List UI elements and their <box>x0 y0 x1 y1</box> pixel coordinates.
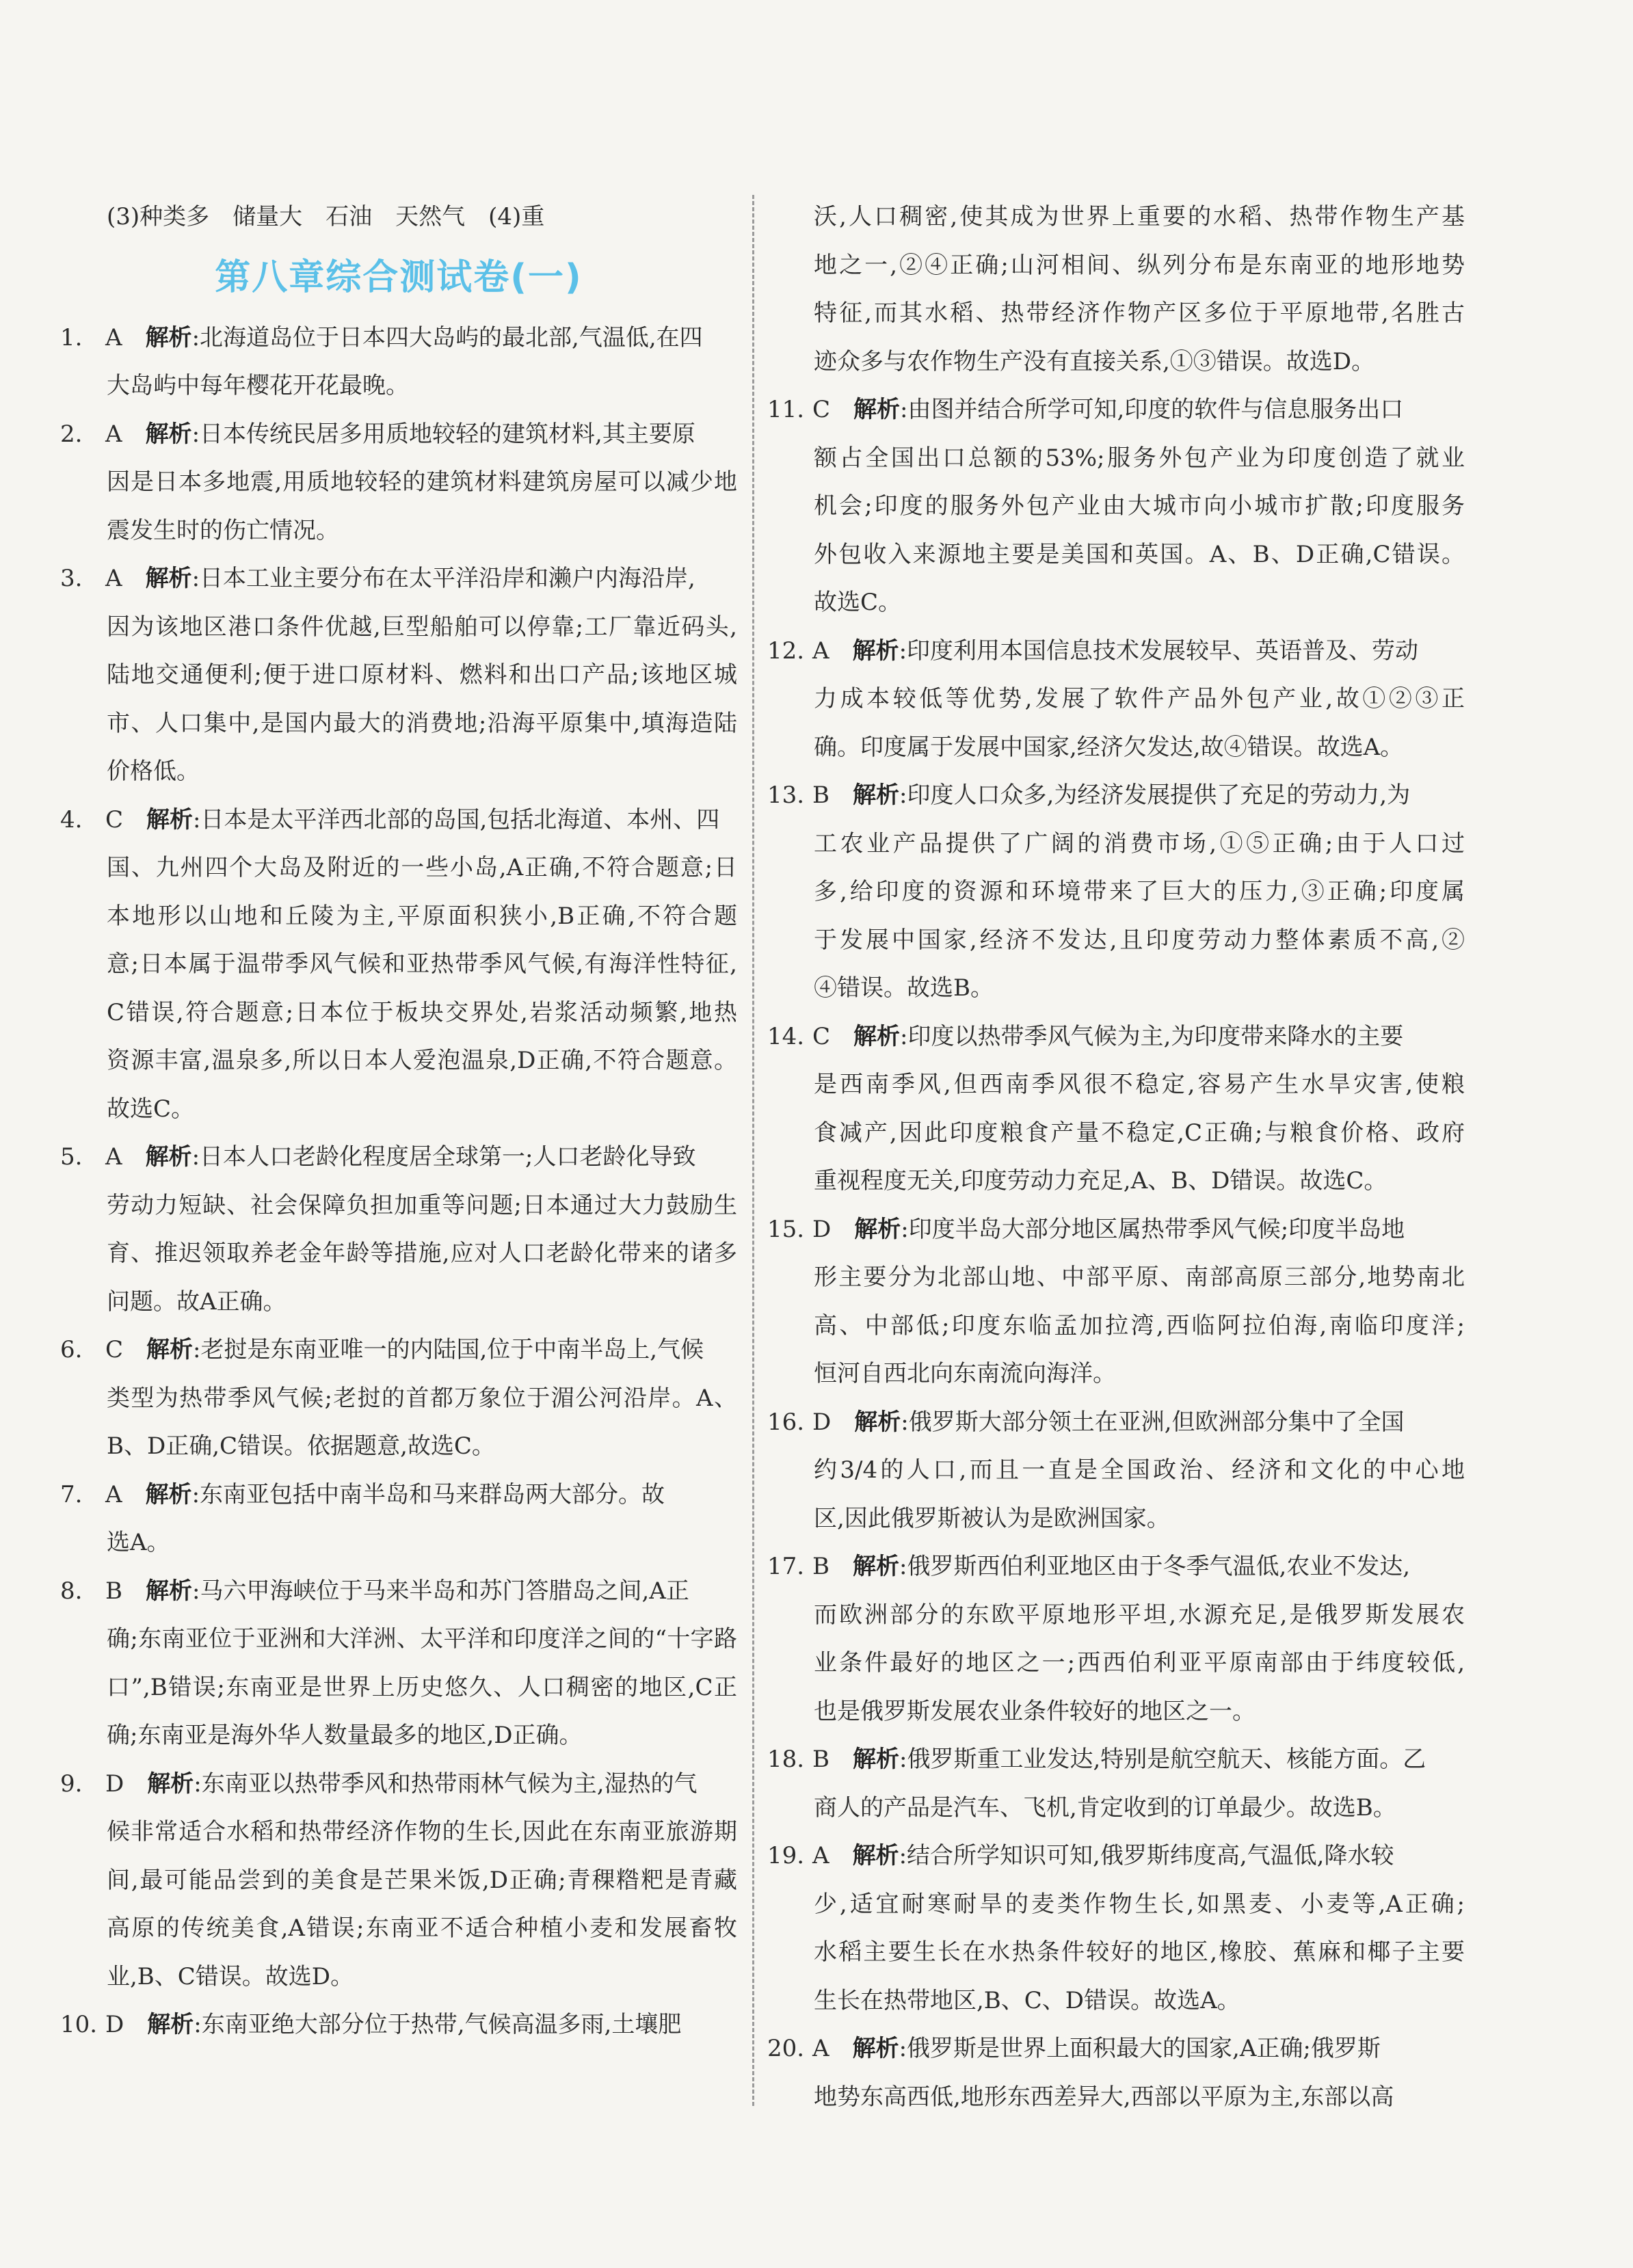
answer-choice: A <box>105 420 122 448</box>
answer-line: 故选C。 <box>107 1095 195 1123</box>
analysis-text: :马六甲海峡位于马来半岛和苏门答腊岛之间,A正 <box>192 1577 689 1605</box>
answer-line: 间,最可能品尝到的美食是芒果米饭,D正确;青稞糌粑是青藏 <box>107 1866 737 1894</box>
answer-line: 类型为热带季风气候;老挝的首都万象位于湄公河沿岸。A、 <box>107 1384 737 1412</box>
analysis-label: 解析 <box>854 1408 901 1436</box>
answer-line: 特征,而其水稻、热带经济作物产区多位于平原地带,名胜古 <box>814 299 1465 327</box>
answer-line <box>60 1760 737 1809</box>
answer-item <box>767 1398 1465 1543</box>
answer-line: 陆地交通便利;便于进口原材料、燃料和出口产品;该地区城 <box>107 661 737 689</box>
column-divider <box>752 195 754 2106</box>
answer-line: 育、推迟领取养老金年龄等措施,应对人口老龄化带来的诸多 <box>107 1240 737 1267</box>
analysis-label: 解析 <box>854 1215 901 1243</box>
answer-line: 多,给印度的资源和环境带来了巨大的压力,③正确;印度属 <box>814 878 1465 905</box>
answer-line: 问题。故A正确。 <box>107 1288 287 1316</box>
answer-line: 水稻主要生长在水热条件较好的地区,橡胶、蕉麻和椰子主要 <box>814 1938 1465 1966</box>
answer-item <box>767 771 1465 1013</box>
analysis-label: 解析 <box>147 2011 194 2038</box>
analysis-text: :俄罗斯大部分领土在亚洲,但欧洲部分集中了全国 <box>901 1408 1405 1436</box>
answer-line: 机会;印度的服务外包产业由大城市向小城市扩散;印度服务 <box>814 492 1465 520</box>
answer-line: 市、人口集中,是国内最大的消费地;沿海平原集中,填海造陆 <box>107 709 737 737</box>
analysis-label: 解析 <box>145 420 192 448</box>
answer-line <box>767 386 1465 434</box>
answer-choice: C <box>812 396 831 423</box>
question-number: 5. <box>60 1143 83 1171</box>
analysis-label: 解析 <box>145 1480 192 1508</box>
answer-line <box>767 1205 1465 1254</box>
answer-line: 口”,B错误;东南亚是世界上历史悠久、人口稠密的地区,C正 <box>107 1673 737 1701</box>
answer-choice: A <box>812 637 829 665</box>
answer-line: 因为该地区港口条件优越,巨型船舶可以停靠;工厂靠近码头, <box>107 613 737 641</box>
answer-item <box>60 314 737 410</box>
analysis-label: 解析 <box>853 1022 901 1050</box>
analysis-text: :印度以热带季风气候为主,为印度带来降水的主要 <box>900 1022 1404 1050</box>
answer-line <box>767 771 1465 820</box>
answer-item <box>60 1567 737 1760</box>
analysis-label: 解析 <box>852 2035 899 2062</box>
answer-line: 资源丰富,温泉多,所以日本人爱泡温泉,D正确,不符合题意。 <box>107 1047 737 1074</box>
answer-line: 迹众多与农作物生产没有直接关系,①③错误。故选D。 <box>814 347 1375 375</box>
chapter-title: 第八章综合测试卷(一) <box>215 256 583 298</box>
answer-line <box>60 1567 737 1616</box>
answer-line <box>767 1832 1465 1880</box>
analysis-text: :北海道岛位于日本四大岛屿的最北部,气温低,在四 <box>191 323 703 351</box>
answer-line <box>767 627 1465 676</box>
answer-choice: C <box>812 1022 831 1050</box>
answer-line: 是西南季风,但西南季风很不稳定,容易产生水旱灾害,使粮 <box>814 1071 1465 1098</box>
answer-choice: A <box>105 1480 122 1508</box>
answer-line: 工农业产品提供了广阔的消费市场,①⑤正确;由于人口过 <box>814 829 1465 857</box>
answer-line: 额占全国出口总额的53%;服务外包产业为印度创造了就业 <box>814 444 1465 472</box>
answer-line: 候非常适合水稻和热带经济作物的生长,因此在东南亚旅游期 <box>107 1818 737 1845</box>
analysis-label: 解析 <box>852 1842 899 1869</box>
answer-line: 确。印度属于发展中国家,经济欠发达,故④错误。故选A。 <box>814 733 1404 761</box>
answer-line: 确;东南亚位于亚洲和大洋洲、太平洋和印度洋之间的“十字路 <box>107 1625 737 1653</box>
answer-line: 意;日本属于温带季风气候和亚热带季风气候,有海洋性特征, <box>107 950 737 978</box>
question-number: 1. <box>60 323 83 351</box>
answer-line: 地之一,②④正确;山河相间、纵列分布是东南亚的地形地势 <box>814 251 1465 279</box>
analysis-text: :东南亚包括中南半岛和马来群岛两大部分。故 <box>191 1480 665 1508</box>
answer-line <box>767 1543 1465 1591</box>
answer-line: 震发生时的伤亡情况。 <box>107 516 339 544</box>
answer-item <box>767 1735 1465 1832</box>
answer-item <box>60 555 737 796</box>
answer-line <box>60 796 737 844</box>
analysis-text: :日本人口老龄化程度居全球第一;人口老龄化导致 <box>191 1143 696 1171</box>
analysis-text: :结合所学知识可知,俄罗斯纬度高,气温低,降水较 <box>899 1842 1394 1869</box>
analysis-text: :东南亚以热带季风和热带雨林气候为主,湿热的气 <box>194 1770 698 1798</box>
analysis-label: 解析 <box>146 1336 194 1363</box>
answer-line <box>767 1398 1465 1447</box>
answer-line: 少,适宜耐寒耐旱的麦类作物生长,如黑麦、小麦等,A正确; <box>814 1890 1465 1918</box>
answer-item <box>767 1543 1465 1735</box>
answer-item <box>767 1013 1465 1205</box>
answer-line <box>767 2025 1465 2073</box>
answer-item <box>767 386 1465 627</box>
analysis-label: 解析 <box>853 782 899 809</box>
answer-choice: C <box>105 805 124 833</box>
answer-line: 高、中部低;印度东临孟加拉湾,西临阿拉伯海,南临印度洋; <box>814 1311 1465 1339</box>
question-number: 12. <box>767 637 805 665</box>
answer-line: 形主要分为北部山地、中部平原、南部高原三部分,地势南北 <box>814 1264 1465 1291</box>
answer-line: 业,B、C错误。故选D。 <box>107 1962 354 1990</box>
answer-item <box>767 193 1465 386</box>
answer-line: 沃,人口稠密,使其成为世界上重要的水稻、热带作物生产基 <box>814 203 1465 230</box>
answer-line: 选A。 <box>107 1529 170 1556</box>
answer-line: 而欧洲部分的东欧平原地形平坦,水源充足,是俄罗斯发展农 <box>814 1601 1465 1629</box>
analysis-label: 解析 <box>146 1577 192 1605</box>
answer-choice: D <box>812 1408 832 1436</box>
analysis-label: 解析 <box>147 1770 194 1798</box>
analysis-label: 解析 <box>146 805 194 833</box>
answer-line: B、D正确,C错误。依据题意,故选C。 <box>107 1432 495 1460</box>
question-number: 8. <box>60 1577 83 1605</box>
answer-item <box>60 1760 737 2001</box>
analysis-label: 解析 <box>853 1553 899 1580</box>
answer-choice: B <box>105 1577 122 1605</box>
answer-choice: A <box>105 1143 122 1171</box>
answer-line: 约3/4的人口,而且一直是全国政治、经济和文化的中心地 <box>814 1456 1465 1484</box>
answer-item <box>60 1326 737 1471</box>
analysis-label: 解析 <box>145 323 192 351</box>
answer-line <box>60 410 737 459</box>
question-number: 2. <box>60 420 83 448</box>
answer-item <box>767 1205 1465 1398</box>
answer-line: 地势东高西低,地形东西差异大,西部以平原为主,东部以高 <box>814 2083 1394 2111</box>
analysis-label: 解析 <box>853 1746 899 1773</box>
analysis-text: :日本传统民居多用质地较轻的建筑材料,其主要原 <box>191 420 695 448</box>
answer-line: 区,因此俄罗斯被认为是欧洲国家。 <box>814 1504 1170 1532</box>
answer-choice: A <box>105 323 122 351</box>
analysis-text: :日本是太平洋西北部的岛国,包括北海道、本州、四 <box>193 805 720 833</box>
answer-line: 也是俄罗斯发展农业条件较好的地区之一。 <box>814 1697 1256 1725</box>
analysis-label: 解析 <box>145 565 192 592</box>
analysis-text: :印度人口众多,为经济发展提供了充足的劳动力,为 <box>899 782 1411 809</box>
answer-choice: D <box>812 1215 832 1243</box>
prefix-line: (3)种类多 储量大 石油 天然气 (4)重 <box>107 203 545 230</box>
question-number: 15. <box>767 1215 805 1243</box>
answer-line: 生长在热带地区,B、C、D错误。故选A。 <box>814 1986 1240 2014</box>
answer-item <box>60 410 737 555</box>
answer-item <box>767 2025 1465 2121</box>
analysis-label: 解析 <box>145 1143 192 1171</box>
question-number: 14. <box>767 1022 805 1050</box>
analysis-text: :日本工业主要分布在太平洋沿岸和濑户内海沿岸, <box>191 565 695 592</box>
answer-line: 于发展中国家,经济不发达,且印度劳动力整体素质不高,② <box>814 926 1465 954</box>
analysis-text: :东南亚绝大部分位于热带,气候高温多雨,土壤肥 <box>194 2011 682 2038</box>
question-number: 3. <box>60 565 83 592</box>
answer-line: 业条件最好的地区之一;西西伯利亚平原南部由于纬度较低, <box>814 1649 1465 1677</box>
question-number: 9. <box>60 1770 83 1798</box>
analysis-label: 解析 <box>853 396 901 423</box>
analysis-text: :老挝是东南亚唯一的内陆国,位于中南半岛上,气候 <box>193 1336 704 1363</box>
answer-line <box>60 314 737 362</box>
answer-line: 因是日本多地震,用质地较轻的建筑材料建筑房屋可以减少地 <box>107 468 737 496</box>
analysis-text: :由图并结合所学可知,印度的软件与信息服务出口 <box>900 396 1404 423</box>
answer-line: 故选C。 <box>814 589 902 616</box>
analysis-text: :俄罗斯重工业发达,特别是航空航天、核能方面。乙 <box>899 1746 1426 1773</box>
question-number: 10. <box>60 2011 98 2038</box>
answer-choice: B <box>812 1553 829 1580</box>
answer-choice: A <box>105 565 122 592</box>
answer-line: ④错误。故选B。 <box>814 974 994 1002</box>
answer-item <box>60 2001 737 2049</box>
question-number: 7. <box>60 1480 83 1508</box>
left-column <box>60 193 737 2049</box>
question-number: 17. <box>767 1553 805 1580</box>
answer-choice: C <box>105 1336 124 1363</box>
question-number: 16. <box>767 1408 805 1436</box>
answer-choice: B <box>812 782 829 809</box>
answer-item <box>60 796 737 1134</box>
answer-item <box>767 1832 1465 2025</box>
analysis-text: :印度利用本国信息技术发展较早、英语普及、劳动 <box>899 637 1419 665</box>
analysis-text: :印度半岛大部分地区属热带季风气候;印度半岛地 <box>901 1215 1405 1243</box>
answer-line <box>767 1013 1465 1061</box>
answer-choice: D <box>105 2011 124 2038</box>
answer-line <box>60 1133 737 1182</box>
answer-line <box>767 1735 1465 1784</box>
question-number: 6. <box>60 1336 83 1363</box>
answer-choice: A <box>812 1842 829 1869</box>
answer-line: C错误,符合题意;日本位于板块交界处,岩浆活动频繁,地热 <box>107 998 737 1026</box>
answer-choice: A <box>812 2035 829 2062</box>
answer-line <box>60 555 737 603</box>
answer-line: 确;东南亚是海外华人数量最多的地区,D正确。 <box>107 1722 583 1749</box>
question-number: 18. <box>767 1746 805 1773</box>
answer-line: 劳动力短缺、社会保障负担加重等问题;日本通过大力鼓励生 <box>107 1191 737 1219</box>
answer-choice: B <box>812 1746 829 1773</box>
question-number: 11. <box>767 396 805 423</box>
answer-line: 价格低。 <box>107 758 200 785</box>
answer-line: 高原的传统美食,A错误;东南亚不适合种植小麦和发展畜牧 <box>107 1915 737 1942</box>
analysis-label: 解析 <box>852 637 899 665</box>
right-column <box>767 193 1465 2121</box>
analysis-text: :俄罗斯西伯利亚地区由于冬季气温低,农业不发达, <box>899 1553 1411 1580</box>
answer-item <box>60 1471 737 1567</box>
analysis-text: :俄罗斯是世界上面积最大的国家,A正确;俄罗斯 <box>899 2035 1381 2062</box>
answer-line: 重视程度无关,印度劳动力充足,A、B、D错误。故选C。 <box>814 1167 1388 1195</box>
answer-line: 外包收入来源地主要是美国和英国。A、B、D正确,C错误。 <box>814 540 1465 568</box>
answer-line: 恒河自西北向东南流向海洋。 <box>814 1360 1116 1387</box>
answer-item <box>767 627 1465 772</box>
answer-line <box>60 1326 737 1374</box>
answer-line: 商人的产品是汽车、飞机,肯定收到的订单最少。故选B。 <box>814 1793 1396 1822</box>
question-number: 4. <box>60 805 83 833</box>
answer-line: 食减产,因此印度粮食产量不稳定,C正确;与粮食价格、政府 <box>814 1119 1465 1147</box>
answer-line: 本地形以山地和丘陵为主,平原面积狭小,B正确,不符合题 <box>107 902 737 930</box>
answer-line: 大岛屿中每年樱花开花最晚。 <box>107 372 409 399</box>
answer-item <box>60 1133 737 1326</box>
question-number: 20. <box>767 2035 805 2062</box>
answer-line <box>60 2001 737 2049</box>
question-number: 13. <box>767 782 805 809</box>
answer-line: 力成本较低等优势,发展了软件产品外包产业,故①②③正 <box>814 685 1465 712</box>
answer-line <box>60 1471 737 1519</box>
answer-choice: D <box>105 1770 124 1798</box>
question-number: 19. <box>767 1842 805 1869</box>
answer-line: 国、九州四个大岛及附近的一些小岛,A正确,不符合题意;日 <box>107 854 737 881</box>
